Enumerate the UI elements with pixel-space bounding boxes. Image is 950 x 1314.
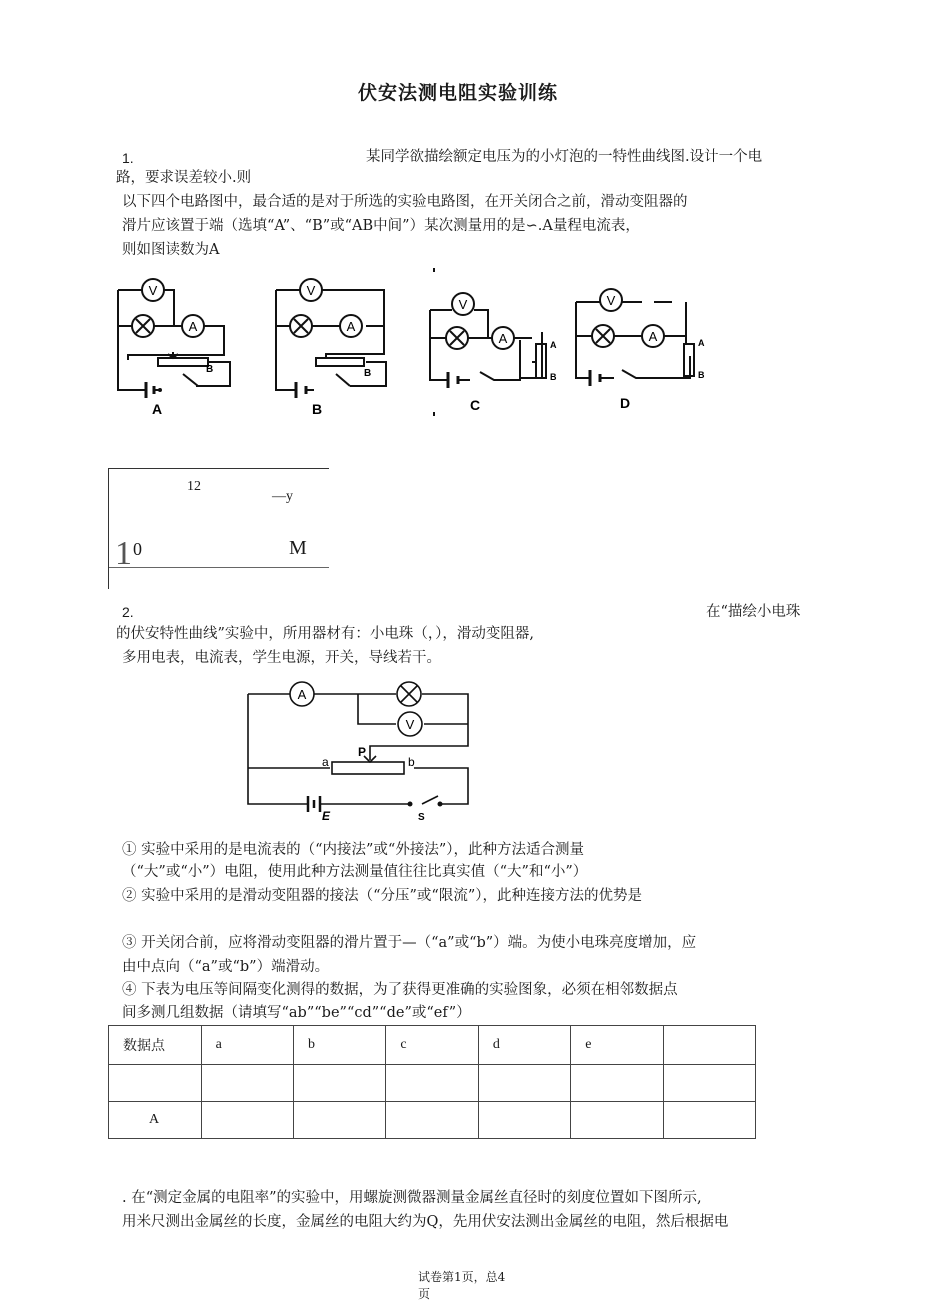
q1-c-meter-v: V — [458, 297, 468, 312]
q1-c-caption: C — [470, 397, 481, 413]
q1-circuit-a — [108, 270, 248, 420]
meter-label-0: 0 — [133, 539, 142, 559]
q1-b-caption: B — [312, 401, 323, 417]
table-cell — [386, 1102, 478, 1139]
table-cell — [109, 1065, 202, 1102]
q2-battery-label: E — [322, 809, 331, 823]
q1-number: 1. — [122, 150, 134, 166]
q2-number: 2. — [122, 604, 134, 620]
q1-circuit-c — [422, 262, 572, 422]
table-cell — [294, 1065, 386, 1102]
q2-item-3-cont: 由中点向（“a”或“b”）端滑动。 — [122, 959, 330, 975]
table-cell — [571, 1102, 663, 1139]
q2-item-4: ④ 下表为电压等间隔变化测得的数据，为了获得更准确的实验图象，必须在相邻数据点 — [122, 982, 678, 998]
q2-line3: 多用电表，电流表，学生电源，开关，导线若干。 — [122, 650, 441, 666]
q1-d-rheo-b: B — [698, 370, 705, 380]
q2-slider-label: P — [358, 745, 367, 759]
q1-a-caption: A — [152, 401, 163, 417]
table-cell — [478, 1065, 570, 1102]
q1-b-meter-v: V — [306, 283, 316, 298]
q2-item-4-cont: 间多测几组数据（请填写“ab”“be”“cd”“de”或“ef”） — [122, 1005, 471, 1021]
table-cell — [571, 1065, 663, 1102]
q3-line2: 用米尺测出金属丝的长度，金属丝的电阻大约为Q，先用伏安法测出金属丝的电阻，然后根据电 — [122, 1214, 729, 1230]
q1-c-meter-a: A — [498, 331, 508, 346]
q2-ammeter-label: A — [297, 687, 307, 702]
table-cell — [478, 1102, 570, 1139]
table-cell: a — [201, 1026, 293, 1065]
table-cell — [201, 1102, 293, 1139]
table-cell: 数据点 — [109, 1026, 202, 1065]
q1-d-caption: D — [620, 395, 631, 411]
page-title: 伏安法测电阻实验训练 — [358, 82, 559, 104]
q1-a-end-b: B — [206, 364, 214, 375]
q2-end-b-label: b — [408, 755, 415, 769]
q1-d-rheo-a: A — [698, 338, 705, 348]
q2-item-3: ③ 开关闭合前，应将滑动变阻器的滑片置于—（“a”或“b”）端。为使小电珠亮度增加，应 — [122, 935, 697, 951]
q3-line1: . 在“测定金属的电阻率”的实验中，用螺旋测微器测量金属丝直径时的刻度位置如下图所示, — [122, 1190, 702, 1206]
meter-label-m: M — [289, 537, 307, 559]
q1-circuit-b — [266, 270, 406, 420]
q2-line2: 的伏安特性曲线”实验中，所用器材有：小电珠（，），滑动变阻器, — [116, 626, 535, 642]
q2-item-1-cont: （“大”或“小”）电阻，使用此种方法测量值往往比真实值（“大”和“小”） — [122, 864, 588, 880]
q2-circuit — [240, 680, 480, 823]
table-cell: b — [294, 1026, 386, 1065]
q2-item-1: ① 实验中采用的是电流表的（“内接法”或“外接法”），此种方法适合测量 — [122, 842, 585, 858]
q1-line3: 以下四个电路图中，最合适的是对于所选的实验电路图，在开关闭合之前，滑动变阻器的 — [122, 194, 688, 210]
page-footer-line2: 页 — [418, 1287, 431, 1301]
q1-line5: 则如图读数为A — [122, 242, 220, 258]
table-row — [109, 1102, 756, 1139]
q1-d-meter-a: A — [648, 329, 658, 344]
q1-a-meter-v: V — [148, 283, 158, 298]
meter-label-1: 1 — [115, 535, 132, 572]
table-cell: e — [571, 1026, 663, 1065]
table-cell — [201, 1065, 293, 1102]
page-footer-line1: 试卷第1页，总4 — [418, 1270, 506, 1284]
table-cell: A — [109, 1102, 202, 1139]
table-cell — [663, 1026, 755, 1065]
q1-b-meter-a: A — [346, 319, 356, 334]
q1-c-rheo-b: B — [550, 372, 557, 382]
q1-circuit-d — [572, 280, 722, 420]
q1-c-rheo-a: A — [550, 340, 557, 350]
q1-meter-figure — [108, 468, 329, 589]
q2-data-table — [108, 1025, 756, 1139]
table-row — [109, 1026, 756, 1065]
q1-d-meter-v: V — [606, 293, 616, 308]
table-cell — [663, 1065, 755, 1102]
table-row — [109, 1065, 756, 1102]
q1-line4: 滑片应该置于端（选填“A”、“B”或“AB中间”）某次测量用的是∽.A量程电流表， — [122, 218, 640, 234]
q1-line1: 某同学欲描绘额定电压为的小灯泡的一特性曲线图.设计一个电 — [366, 149, 763, 165]
q2-end-a-label: a — [322, 755, 329, 769]
q1-b-end-b: B — [364, 368, 372, 379]
q2-item-2: ② 实验中采用的是滑动变阻器的接法（“分压”或“限流”），此种连接方法的优势是 — [122, 888, 643, 904]
table-cell — [294, 1102, 386, 1139]
q2-voltmeter-label: V — [405, 717, 415, 732]
table-cell: c — [386, 1026, 478, 1065]
meter-label-12: 12 — [187, 479, 201, 494]
table-cell — [386, 1065, 478, 1102]
meter-label-y: —y — [272, 489, 293, 504]
table-cell — [663, 1102, 755, 1139]
table-cell: d — [478, 1026, 570, 1065]
q2-line1-right: 在“描绘小电珠 — [706, 604, 801, 620]
q2-switch-label: S — [418, 812, 425, 823]
q1-line2: 路，要求误差较小.则 — [116, 170, 252, 186]
q1-a-meter-a: A — [188, 319, 198, 334]
